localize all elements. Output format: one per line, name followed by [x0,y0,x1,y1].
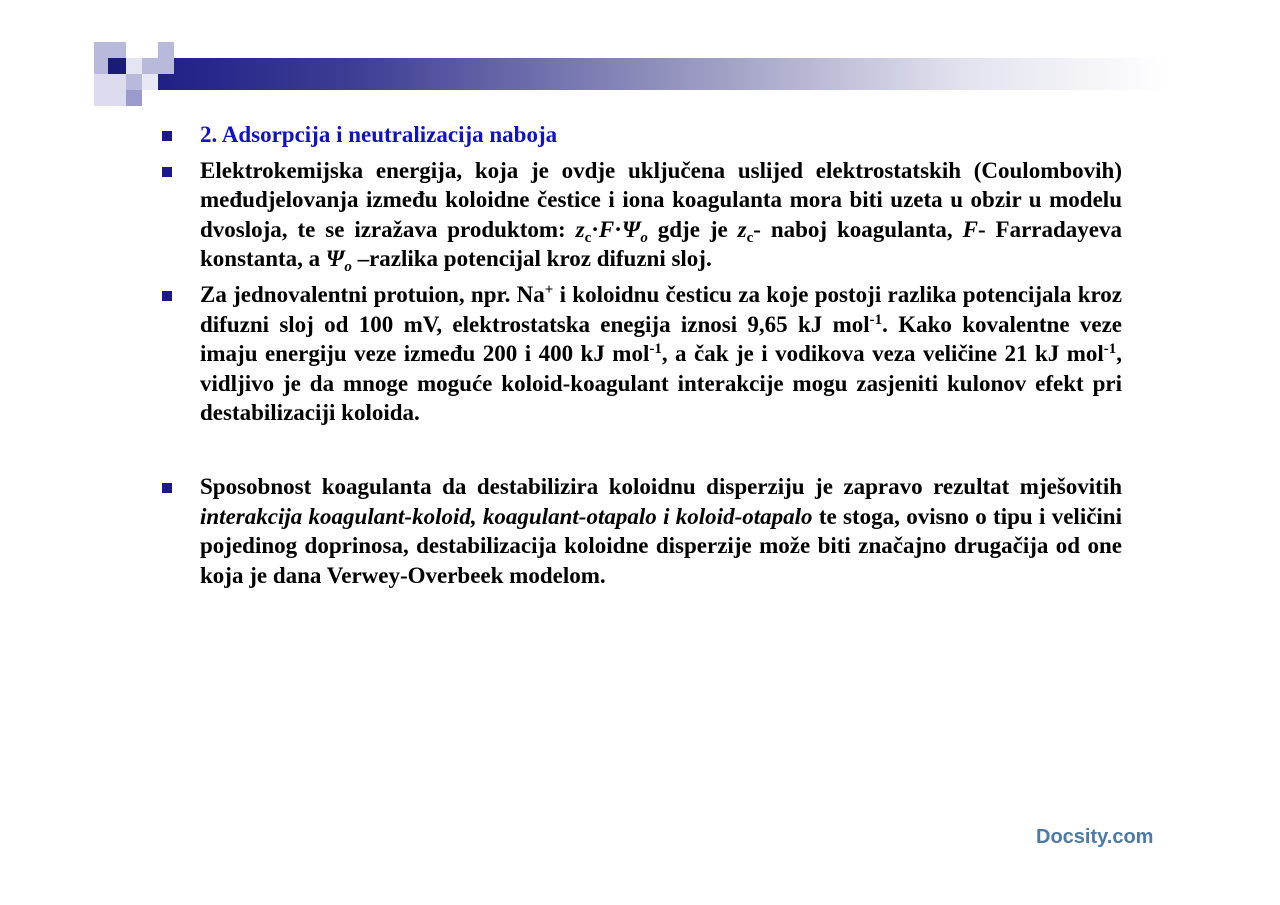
text-run: te stoga, ovisno o tipu i veličini pojedinog doprinosa, destabilizacija koloidne disperzije može biti značajno drugačija od one koja je dana Verwey-Overbeek modelom. [200,503,1122,588]
decor-square [126,42,158,58]
decor-square [108,58,126,74]
square-bullet-icon [162,167,172,177]
symbol-z: z [575,216,585,242]
decor-square [126,90,142,106]
text-run: Sposobnost koagulanta da destabilizira koloidnu disperziju je zapravo rezultat mješovitih [200,473,1122,499]
subscript-o: o [640,229,648,246]
section-heading: 2. Adsorpcija i neutralizacija naboja [200,122,558,147]
bullet-item-ability [158,472,1122,590]
bullet-item-heading [158,120,1122,150]
bullet-item-energy [158,156,1122,274]
text-run: , a čak je i vodikova veza veličine 21 kJ mol [661,341,1104,367]
superscript-exponent: -1 [649,341,662,358]
text-run: Za jednovalentni protuion, npr. Na [200,281,545,307]
italic-text-run: interakcija koagulant-koloid, koagulant-otapalo i koloid-otapalo [200,503,813,529]
text-run: . Kako kovalentne veze imaju energiju veze između 200 i 400 kJ mol [200,311,1122,367]
decor-square [126,74,142,90]
text-run: - naboj koagulanta, [753,216,963,242]
decor-square [142,74,158,90]
symbol-psi: Ψ [325,246,345,272]
square-bullet-icon [162,291,172,301]
text-run: · [591,216,599,242]
text-run: Elektrokemijska energija, koja je ovdje uključena uslijed elektrostatskih (Coulombovih) međudjelovanja između koloidne čestice i iona koagulanta mora biti uzeta u obzir u modelu dvosloja, te se izražava produktom: [200,157,1122,242]
superscript-exponent: -1 [869,311,883,328]
text-run: · [614,216,622,242]
decor-square [126,58,142,74]
text-run: - Farradayeva konstanta, a [200,216,1122,272]
subscript-c: c [746,229,754,246]
paragraph-protuion [200,280,1122,428]
slide-body [158,120,1122,596]
text-run: –razlika potencijal kroz difuzni sloj. [351,246,712,272]
superscript-plus: + [544,281,554,298]
symbol-z: z [737,216,747,242]
text-run: , vidljivo je da mnoge moguće koloid-koagulant interakcije mogu zasjeniti kulonov efekt pri destabilizaciji koloida. [200,341,1123,426]
symbol-f: F [598,216,615,242]
text-run: gdje je [647,216,738,242]
symbol-psi: Ψ [621,216,641,242]
symbol-f: F [962,216,978,242]
square-bullet-icon [162,483,172,493]
paragraph-energy [200,156,1122,274]
subscript-o: o [344,259,352,276]
bullet-item-protuion [158,280,1122,428]
decor-square [94,74,126,106]
subscript-c: c [584,229,592,246]
superscript-exponent: -1 [1103,341,1117,358]
paragraph-ability [200,472,1122,590]
docsity-logo: Docsity.com [1036,826,1154,848]
header-gradient-bar [158,58,1168,90]
text-run: i koloidnu česticu za koje postoji razlika potencijala kroz difuzni sloj od 100 mV, elektrostatska enegija iznosi 9,65 kJ mol [200,281,1123,337]
square-bullet-icon [162,131,172,141]
